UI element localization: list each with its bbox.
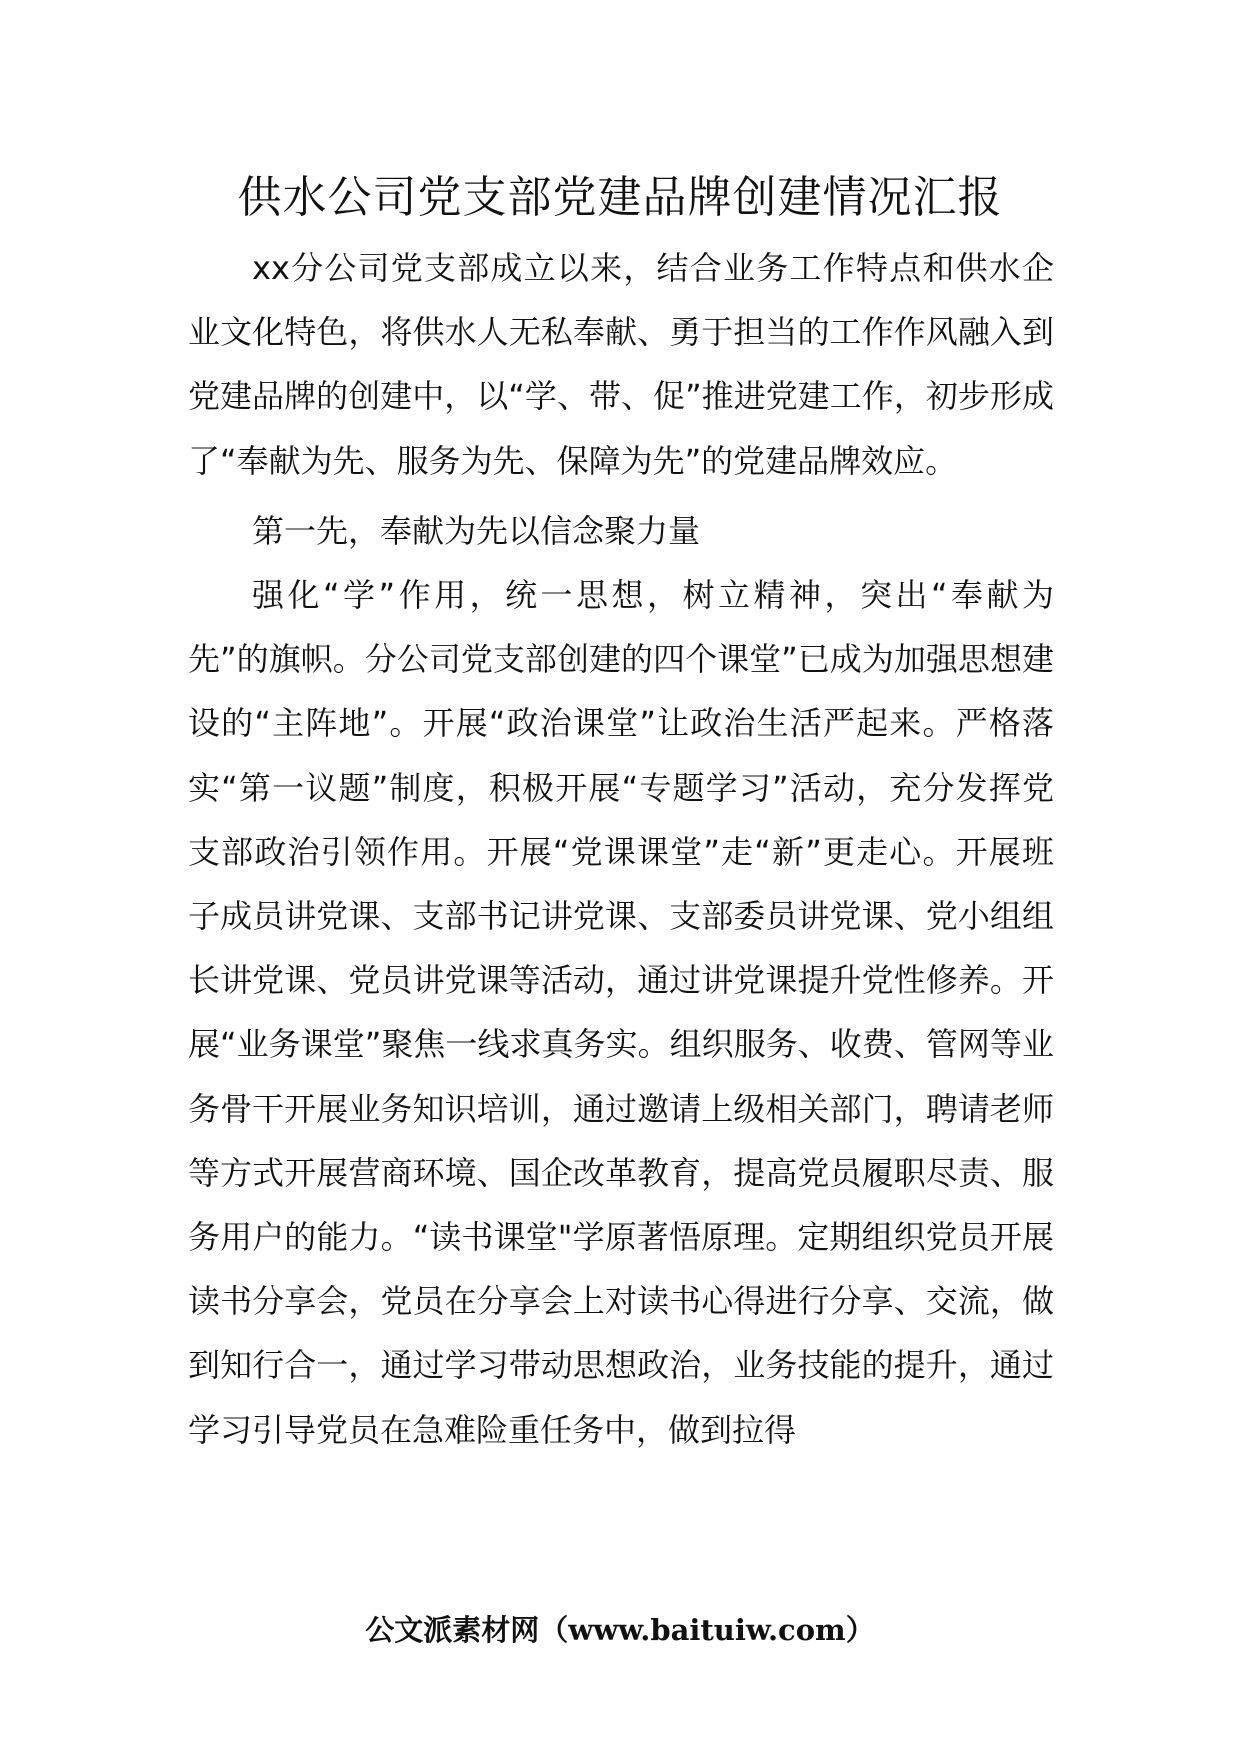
document-body [188, 236, 1054, 1462]
intro-paragraph: xx分公司党支部成立以来，结合业务工作特点和供水企业文化特色，将供水人无私奉献、勇于担当的工作作风融入到党建品牌的创建中，以“学、带、促”推进党建工作，初步形成了“奉献为先、服务为先、保障为先”的党建品牌效应。 [188, 249, 1054, 480]
body-paragraph: 强化“学”作用，统一思想，树立精神，突出“奉献为先”的旗帜。分公司党支部创建的四个课堂”已成为加强思想建设的“主阵地”。开展“政治课堂”让政治生活严起来。严格落实“第一议题”制度，积极开展“专题学习”活动，充分发挥党支部政治引领作用。开展“党课课堂”走“新”更走心。开展班子成员讲党课、支部书记讲党课、支部委员讲党课、党小组组长讲党课、党员讲党课等活动，通过讲党课提升党性修养。开展“业务课堂”聚焦一线求真务实。组织服务、收费、管网等业务骨干开展业务知识培训，通过邀请上级相关部门，聘请老师等方式开展营商环境、国企改革教育，提高党员履职尽责、服务用户的能力。“读书课堂"学原著悟原理。定期组织党员开展读书分享会，党员在分享会上对读书心得进行分享、交流，做到知行合一，通过学习带动思想政治，业务技能的提升，通过学习引导党员在急难险重任务中，做到拉得 [188, 576, 1054, 1449]
footer-watermark: 公文派素材网（www.baituiw.com） [365, 1613, 875, 1647]
section-heading: 第一先，奉献为先以信念聚力量 [252, 511, 701, 550]
document-title: 供水公司党支部党建品牌创建情况汇报 [237, 172, 1003, 223]
